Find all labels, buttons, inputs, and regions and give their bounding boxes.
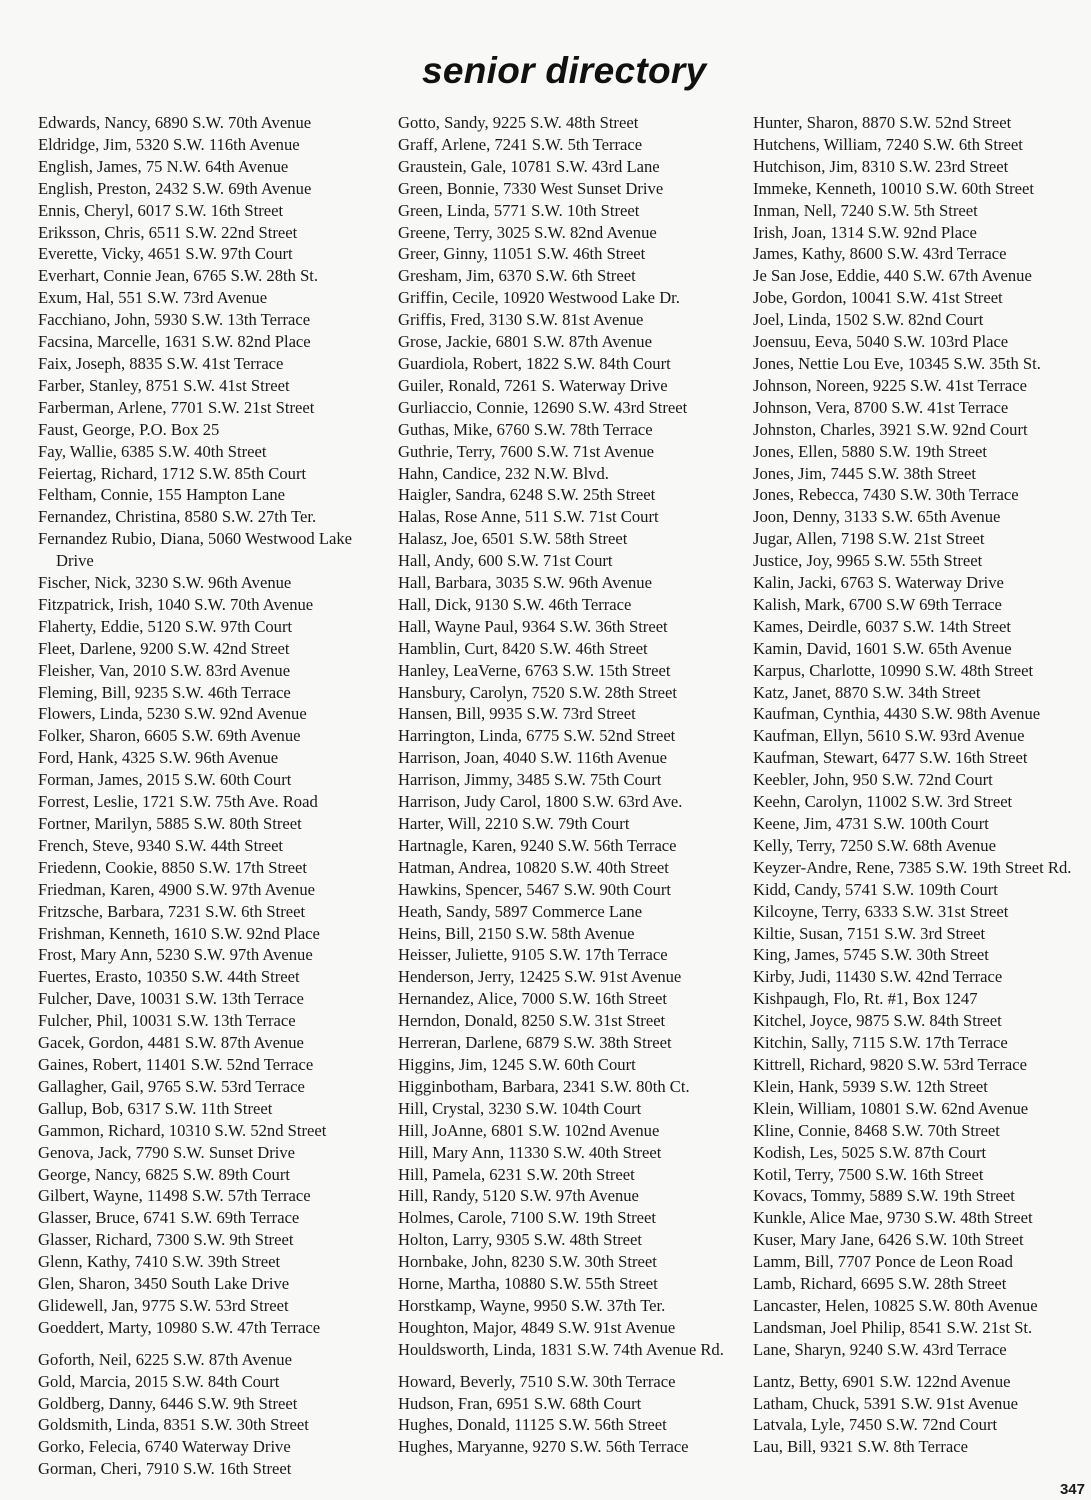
directory-entry: Howard, Beverly, 7510 S.W. 30th Terrace <box>398 1371 676 1391</box>
directory-entry: Gallup, Bob, 6317 S.W. 11th Street <box>38 1098 273 1118</box>
directory-entry: Jugar, Allen, 7198 S.W. 21st Street <box>753 529 985 549</box>
directory-entry: Kitchel, Joyce, 9875 S.W. 84th Street <box>753 1011 1002 1031</box>
directory-entry: Hutchens, William, 7240 S.W. 6th Street <box>753 134 1023 154</box>
directory-entry: Glenn, Kathy, 7410 S.W. 39th Street <box>38 1252 281 1272</box>
directory-entry: Gaines, Robert, 11401 S.W. 52nd Terrace <box>38 1054 314 1074</box>
directory-entry: Halas, Rose Anne, 511 S.W. 71st Court <box>398 507 659 527</box>
directory-entry: Kaufman, Ellyn, 5610 S.W. 93rd Avenue <box>753 726 1025 746</box>
directory-entry: Hartnagle, Karen, 9240 S.W. 56th Terrace <box>398 835 677 855</box>
directory-entry: Griffis, Fred, 3130 S.W. 81st Avenue <box>398 310 644 330</box>
directory-entry: Glen, Sharon, 3450 South Lake Drive <box>38 1274 290 1294</box>
directory-entry: Hill, Randy, 5120 S.W. 97th Avenue <box>398 1186 639 1206</box>
directory-entry: King, James, 5745 S.W. 30th Street <box>753 945 989 965</box>
directory-entry: Kames, Deirdle, 6037 S.W. 14th Street <box>753 616 1011 636</box>
directory-entry: Hughes, Donald, 11125 S.W. 56th Street <box>398 1415 667 1435</box>
directory-entry: Harter, Will, 2210 S.W. 79th Court <box>398 814 630 833</box>
directory-entry: George, Nancy, 6825 S.W. 89th Court <box>38 1164 290 1184</box>
directory-entry: Gresham, Jim, 6370 S.W. 6th Street <box>398 266 636 286</box>
directory-column-3 <box>753 112 1083 1458</box>
directory-entry: Haigler, Sandra, 6248 S.W. 25th Street <box>398 485 656 505</box>
directory-entry: Horne, Martha, 10880 S.W. 55th Street <box>398 1274 658 1294</box>
directory-entry: Hill, Crystal, 3230 S.W. 104th Court <box>398 1098 642 1118</box>
page-title: senior directory <box>422 50 707 91</box>
directory-entry: Faust, George, P.O. Box 25 <box>38 419 220 439</box>
directory-entry: Hornbake, John, 8230 S.W. 30th Street <box>398 1252 657 1272</box>
directory-entry: Kishpaugh, Flo, Rt. #1, Box 1247 <box>753 989 978 1009</box>
directory-entry: Jobe, Gordon, 10041 S.W. 41st Street <box>753 288 1003 308</box>
directory-entry: Hill, Pamela, 6231 S.W. 20th Street <box>398 1164 635 1184</box>
directory-entry: Katz, Janet, 8870 S.W. 34th Street <box>753 682 981 702</box>
directory-entry: Ford, Hank, 4325 S.W. 96th Avenue <box>38 748 279 768</box>
directory-entry: Fay, Wallie, 6385 S.W. 40th Street <box>38 441 267 461</box>
directory-entry: Harrington, Linda, 6775 S.W. 52nd Street <box>398 726 676 746</box>
directory-entry: Hahn, Candice, 232 N.W. Blvd. <box>398 463 609 483</box>
directory-entry: Heisser, Juliette, 9105 S.W. 17th Terrace <box>398 945 668 965</box>
directory-entry: Gurliaccio, Connie, 12690 S.W. 43rd Street <box>398 397 688 417</box>
directory-entry: Frost, Mary Ann, 5230 S.W. 97th Avenue <box>38 945 313 965</box>
directory-entry: Friedenn, Cookie, 8850 S.W. 17th Street <box>38 857 308 877</box>
directory-entry: Everette, Vicky, 4651 S.W. 97th Court <box>38 244 293 264</box>
directory-entry: Hamblin, Curt, 8420 S.W. 46th Street <box>398 638 648 658</box>
directory-entry: Fritzsche, Barbara, 7231 S.W. 6th Street <box>38 901 306 921</box>
directory-entry: Hanley, LeaVerne, 6763 S.W. 15th Street <box>398 660 671 680</box>
directory-entry: Kittrell, Richard, 9820 S.W. 53rd Terrace <box>753 1054 1027 1074</box>
directory-entry: Hatman, Andrea, 10820 S.W. 40th Street <box>398 857 669 877</box>
directory-entry: Kaufman, Stewart, 6477 S.W. 16th Street <box>753 748 1028 768</box>
directory-entry: Joon, Denny, 3133 S.W. 65th Avenue <box>753 507 1001 527</box>
directory-entry: Fitzpatrick, Irish, 1040 S.W. 70th Avenue <box>38 594 314 614</box>
directory-entry: Halasz, Joe, 6501 S.W. 58th Street <box>398 529 628 549</box>
directory-entry: Jones, Ellen, 5880 S.W. 19th Street <box>753 441 987 461</box>
directory-entry: Feiertag, Richard, 1712 S.W. 85th Court <box>38 463 307 483</box>
directory-entry: Johnson, Vera, 8700 S.W. 41st Terrace <box>753 397 1009 417</box>
directory-entry: Joel, Linda, 1502 S.W. 82nd Court <box>753 310 984 330</box>
directory-entry: Lancaster, Helen, 10825 S.W. 80th Avenue <box>753 1295 1038 1315</box>
directory-entry: Gammon, Richard, 10310 S.W. 52nd Street <box>38 1120 327 1140</box>
directory-entry: Goldberg, Danny, 6446 S.W. 9th Street <box>38 1393 298 1413</box>
directory-entry: Hansen, Bill, 9935 S.W. 73rd Street <box>398 704 636 724</box>
directory-entry: Edwards, Nancy, 6890 S.W. 70th Avenue <box>38 113 312 132</box>
directory-entry: Kidd, Candy, 5741 S.W. 109th Court <box>753 879 998 899</box>
directory-entry: Higgins, Jim, 1245 S.W. 60th Court <box>398 1054 636 1074</box>
directory-entry: Lau, Bill, 9321 S.W. 8th Terrace <box>753 1437 968 1457</box>
directory-entry: Keehn, Carolyn, 11002 S.W. 3rd Street <box>753 792 1013 812</box>
directory-entry: Graff, Arlene, 7241 S.W. 5th Terrace <box>398 134 643 154</box>
directory-entry: Guthas, Mike, 6760 S.W. 78th Terrace <box>398 419 653 439</box>
directory-entry: Eldridge, Jim, 5320 S.W. 116th Avenue <box>38 134 300 154</box>
directory-entry: Hawkins, Spencer, 5467 S.W. 90th Court <box>398 879 671 899</box>
directory-entry: Hall, Barbara, 3035 S.W. 96th Avenue <box>398 573 652 593</box>
directory-entry: Hall, Dick, 9130 S.W. 46th Terrace <box>398 594 632 614</box>
directory-entry: Exum, Hal, 551 S.W. 73rd Avenue <box>38 288 268 308</box>
directory-entry: Friedman, Karen, 4900 S.W. 97th Avenue <box>38 879 315 899</box>
directory-entry: Kalish, Mark, 6700 S.W 69th Terrace <box>753 594 1002 614</box>
directory-entry: Kamin, David, 1601 S.W. 65th Avenue <box>753 638 1012 658</box>
directory-entry: Herreran, Darlene, 6879 S.W. 38th Street <box>398 1033 672 1053</box>
directory-entry: Fischer, Nick, 3230 S.W. 96th Avenue <box>38 573 292 593</box>
directory-entry: Faix, Joseph, 8835 S.W. 41st Terrace <box>38 353 284 373</box>
directory-entry: Karpus, Charlotte, 10990 S.W. 48th Street <box>753 660 1034 680</box>
directory-entry: Fleet, Darlene, 9200 S.W. 42nd Street <box>38 638 290 658</box>
directory-entry: Hill, Mary Ann, 11330 S.W. 40th Street <box>398 1142 662 1162</box>
directory-entry: Frishman, Kenneth, 1610 S.W. 92nd Place <box>38 923 320 943</box>
directory-entry: Farber, Stanley, 8751 S.W. 41st Street <box>38 375 290 395</box>
directory-entry: Fulcher, Dave, 10031 S.W. 13th Terrace <box>38 989 304 1009</box>
directory-entry: Griffin, Cecile, 10920 Westwood Lake Dr. <box>398 288 680 308</box>
directory-entry: Eriksson, Chris, 6511 S.W. 22nd Street <box>38 222 298 242</box>
directory-entry: Kodish, Les, 5025 S.W. 87th Court <box>753 1142 987 1162</box>
directory-entry: Kelly, Terry, 7250 S.W. 68th Avenue <box>753 835 996 855</box>
directory-entry: Hansbury, Carolyn, 7520 S.W. 28th Street <box>398 682 677 702</box>
directory-entry: Houldsworth, Linda, 1831 S.W. 74th Avenue Rd. <box>398 1339 724 1359</box>
directory-entry: Goeddert, Marty, 10980 S.W. 47th Terrace <box>38 1317 321 1337</box>
directory-entry: Flowers, Linda, 5230 S.W. 92nd Avenue <box>38 704 307 724</box>
section-gap <box>38 1339 378 1349</box>
directory-entry: Everhart, Connie Jean, 6765 S.W. 28th St. <box>38 266 319 286</box>
directory-entry: Fuertes, Erasto, 10350 S.W. 44th Street <box>38 967 300 987</box>
directory-entry: Facchiano, John, 5930 S.W. 13th Terrace <box>38 310 311 330</box>
directory-entry: Immeke, Kenneth, 10010 S.W. 60th Street <box>753 178 1034 198</box>
directory-entry: Houghton, Major, 4849 S.W. 91st Avenue <box>398 1317 676 1337</box>
directory-entry: Fortner, Marilyn, 5885 S.W. 80th Street <box>38 814 302 833</box>
directory-entry: Ennis, Cheryl, 6017 S.W. 16th Street <box>38 200 284 220</box>
directory-entry: James, Kathy, 8600 S.W. 43rd Terrace <box>753 244 1007 264</box>
directory-entry: Klein, William, 10801 S.W. 62nd Avenue <box>753 1098 1029 1118</box>
directory-entry: Hall, Wayne Paul, 9364 S.W. 36th Street <box>398 616 668 636</box>
directory-entry: Kalin, Jacki, 6763 S. Waterway Drive <box>753 573 1004 593</box>
directory-entry: Johnson, Noreen, 9225 S.W. 41st Terrace <box>753 375 1027 395</box>
directory-entry: Hutchison, Jim, 8310 S.W. 23rd Street <box>753 156 1009 176</box>
directory-entry: Keyzer-Andre, Rene, 7385 S.W. 19th Street Rd. <box>753 857 1072 877</box>
directory-entry: Lamb, Richard, 6695 S.W. 28th Street <box>753 1274 1007 1294</box>
directory-entry: Kiltie, Susan, 7151 S.W. 3rd Street <box>753 923 986 943</box>
directory-entry: Harrison, Joan, 4040 S.W. 116th Avenue <box>398 748 668 768</box>
directory-entry: Holton, Larry, 9305 S.W. 48th Street <box>398 1230 642 1250</box>
directory-entry: Fulcher, Phil, 10031 S.W. 13th Terrace <box>38 1011 296 1031</box>
directory-entry: Klein, Hank, 5939 S.W. 12th Street <box>753 1076 988 1096</box>
directory-entry: Henderson, Jerry, 12425 S.W. 91st Avenue <box>398 967 682 987</box>
directory-entry: Gacek, Gordon, 4481 S.W. 87th Avenue <box>38 1033 304 1053</box>
directory-entry: Hall, Andy, 600 S.W. 71st Court <box>398 551 613 571</box>
directory-entry: Guardiola, Robert, 1822 S.W. 84th Court <box>398 353 671 373</box>
directory-entry: Fernandez, Christina, 8580 S.W. 27th Ter. <box>38 507 317 527</box>
directory-entry: Keebler, John, 950 S.W. 72nd Court <box>753 770 993 790</box>
directory-entry: Kline, Connie, 8468 S.W. 70th Street <box>753 1120 1000 1140</box>
directory-entry: Landsman, Joel Philip, 8541 S.W. 21st St. <box>753 1317 1033 1337</box>
directory-entry: Farberman, Arlene, 7701 S.W. 21st Street <box>38 397 315 417</box>
directory-entry: Graustein, Gale, 10781 S.W. 43rd Lane <box>398 156 660 176</box>
directory-entry: Justice, Joy, 9965 S.W. 55th Street <box>753 551 983 571</box>
directory-entry: Flaherty, Eddie, 5120 S.W. 97th Court <box>38 616 293 636</box>
directory-entry: Guiler, Ronald, 7261 S. Waterway Drive <box>398 375 668 395</box>
directory-entry: Goforth, Neil, 6225 S.W. 87th Avenue <box>38 1349 292 1369</box>
directory-entry: Higginbotham, Barbara, 2341 S.W. 80th Ct. <box>398 1076 690 1096</box>
directory-entry: Horstkamp, Wayne, 9950 S.W. 37th Ter. <box>398 1295 666 1315</box>
directory-entry: Lane, Sharyn, 9240 S.W. 43rd Terrace <box>753 1339 1007 1359</box>
directory-entry: Kaufman, Cynthia, 4430 S.W. 98th Avenue <box>753 704 1041 724</box>
directory-entry: Gorman, Cheri, 7910 S.W. 16th Street <box>38 1459 292 1479</box>
directory-entry: Gotto, Sandy, 9225 S.W. 48th Street <box>398 113 639 132</box>
directory-entry: Guthrie, Terry, 7600 S.W. 71st Avenue <box>398 441 655 461</box>
directory-entry: Holmes, Carole, 7100 S.W. 19th Street <box>398 1208 656 1228</box>
directory-entry: Gilbert, Wayne, 11498 S.W. 57th Terrace <box>38 1186 311 1206</box>
directory-entry: Jones, Nettie Lou Eve, 10345 S.W. 35th St. <box>753 353 1041 373</box>
directory-entry: English, James, 75 N.W. 64th Avenue <box>38 156 289 176</box>
directory-entry: Genova, Jack, 7790 S.W. Sunset Drive <box>38 1142 296 1162</box>
directory-entry: Fleming, Bill, 9235 S.W. 46th Terrace <box>38 682 291 702</box>
page-number: 347 <box>1059 1481 1085 1498</box>
directory-entry: Glasser, Bruce, 6741 S.W. 69th Terrace <box>38 1208 300 1228</box>
section-gap <box>398 1361 743 1371</box>
directory-entry: Green, Bonnie, 7330 West Sunset Drive <box>398 178 664 198</box>
directory-entry: Hernandez, Alice, 7000 S.W. 16th Street <box>398 989 667 1009</box>
directory-entry: Kilcoyne, Terry, 6333 S.W. 31st Street <box>753 901 1009 921</box>
directory-entry: Feltham, Connie, 155 Hampton Lane <box>38 485 286 505</box>
directory-entry: Hunter, Sharon, 8870 S.W. 52nd Street <box>753 113 1012 132</box>
directory-entry: Forrest, Leslie, 1721 S.W. 75th Ave. Road <box>38 792 318 812</box>
directory-entry: Jones, Rebecca, 7430 S.W. 30th Terrace <box>753 485 1019 505</box>
directory-entry: Heins, Bill, 2150 S.W. 58th Avenue <box>398 923 635 943</box>
directory-entry: French, Steve, 9340 S.W. 44th Street <box>38 835 284 855</box>
directory-entry: Forman, James, 2015 S.W. 60th Court <box>38 770 292 790</box>
directory-entry: Fleisher, Van, 2010 S.W. 83rd Avenue <box>38 660 291 680</box>
directory-entry: Glasser, Richard, 7300 S.W. 9th Street <box>38 1230 294 1250</box>
directory-entry: Glidewell, Jan, 9775 S.W. 53rd Street <box>38 1295 289 1315</box>
directory-entry: Latvala, Lyle, 7450 S.W. 72nd Court <box>753 1415 998 1435</box>
directory-entry: Greene, Terry, 3025 S.W. 82nd Avenue <box>398 222 657 242</box>
directory-entry: Keene, Jim, 4731 S.W. 100th Court <box>753 814 989 833</box>
directory-entry: English, Preston, 2432 S.W. 69th Avenue <box>38 178 312 198</box>
directory-entry: Green, Linda, 5771 S.W. 10th Street <box>398 200 640 220</box>
directory-entry: Goldsmith, Linda, 8351 S.W. 30th Street <box>38 1415 309 1435</box>
directory-entry: Kovacs, Tommy, 5889 S.W. 19th Street <box>753 1186 1015 1206</box>
directory-entry: Kunkle, Alice Mae, 9730 S.W. 48th Street <box>753 1208 1033 1228</box>
section-gap <box>753 1361 1083 1371</box>
directory-entry: Facsina, Marcelle, 1631 S.W. 82nd Place <box>38 332 311 352</box>
directory-entry: Joensuu, Eeva, 5040 S.W. 103rd Place <box>753 332 1009 352</box>
directory-entry: Herndon, Donald, 8250 S.W. 31st Street <box>398 1011 666 1031</box>
directory-entry: Greer, Ginny, 11051 S.W. 46th Street <box>398 244 646 264</box>
directory-entry: Harrison, Judy Carol, 1800 S.W. 63rd Ave. <box>398 792 683 812</box>
directory-entry: Hudson, Fran, 6951 S.W. 68th Court <box>398 1393 642 1413</box>
directory-entry: Heath, Sandy, 5897 Commerce Lane <box>398 901 643 921</box>
directory-entry: Grose, Jackie, 6801 S.W. 87th Avenue <box>398 332 652 352</box>
directory-entry: Inman, Nell, 7240 S.W. 5th Street <box>753 200 978 220</box>
directory-entry: Kitchin, Sally, 7115 S.W. 17th Terrace <box>753 1033 1008 1053</box>
directory-entry: Folker, Sharon, 6605 S.W. 69th Avenue <box>38 726 301 746</box>
directory-entry: Johnston, Charles, 3921 S.W. 92nd Court <box>753 419 1028 439</box>
directory-entry: Fernandez Rubio, Diana, 5060 Westwood Lake Drive <box>38 529 353 571</box>
directory-entry: Gallagher, Gail, 9765 S.W. 53rd Terrace <box>38 1076 305 1096</box>
directory-entry: Harrison, Jimmy, 3485 S.W. 75th Court <box>398 770 662 790</box>
directory-entry: Hughes, Maryanne, 9270 S.W. 56th Terrace <box>398 1437 689 1457</box>
directory-entry: Kirby, Judi, 11430 S.W. 42nd Terrace <box>753 967 1003 987</box>
directory-entry: Irish, Joan, 1314 S.W. 92nd Place <box>753 222 977 242</box>
directory-entry: Gold, Marcia, 2015 S.W. 84th Court <box>38 1371 280 1391</box>
directory-entry: Hill, JoAnne, 6801 S.W. 102nd Avenue <box>398 1120 660 1140</box>
directory-entry: Kuser, Mary Jane, 6426 S.W. 10th Street <box>753 1230 1024 1250</box>
directory-column-1 <box>38 112 378 1480</box>
directory-entry: Gorko, Felecia, 6740 Waterway Drive <box>38 1437 291 1457</box>
directory-entry: Latham, Chuck, 5391 S.W. 91st Avenue <box>753 1393 1019 1413</box>
directory-entry: Je San Jose, Eddie, 440 S.W. 67th Avenue <box>753 266 1032 286</box>
directory-entry: Kotil, Terry, 7500 S.W. 16th Street <box>753 1164 984 1184</box>
directory-entry: Jones, Jim, 7445 S.W. 38th Street <box>753 463 976 483</box>
directory-column-2 <box>398 112 743 1458</box>
directory-entry: Lantz, Betty, 6901 S.W. 122nd Avenue <box>753 1371 1011 1391</box>
directory-entry: Lamm, Bill, 7707 Ponce de Leon Road <box>753 1252 1013 1272</box>
